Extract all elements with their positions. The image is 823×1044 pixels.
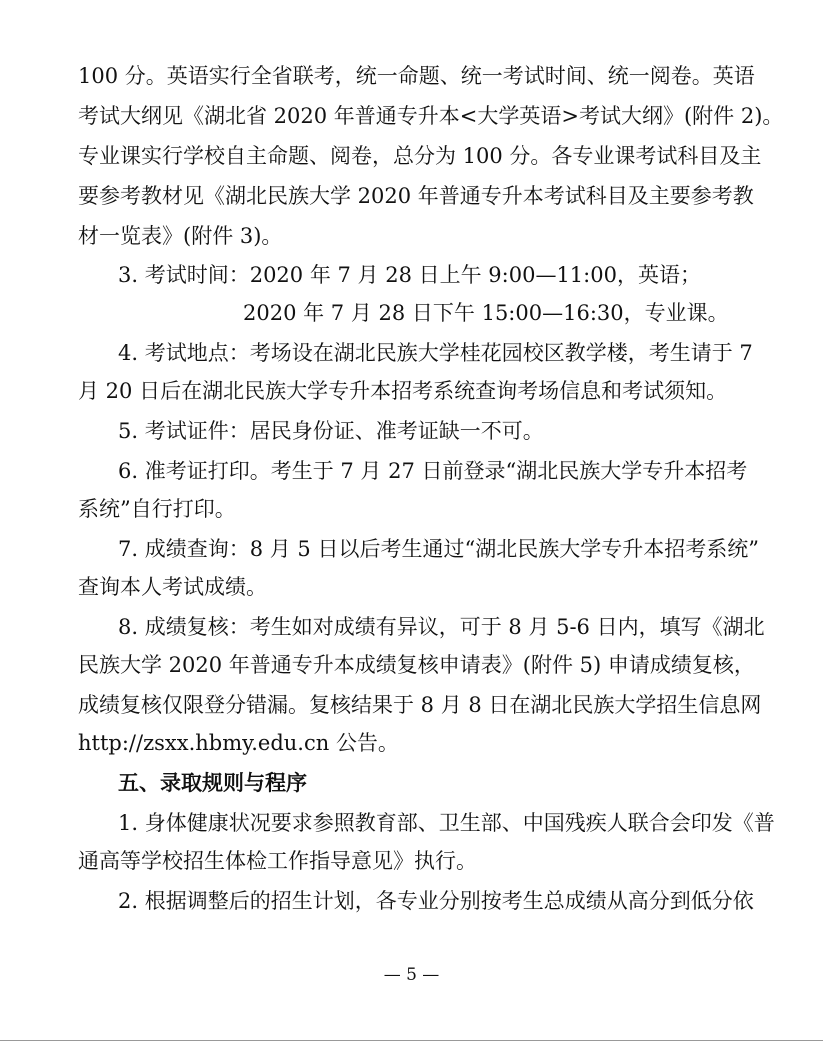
- text-line: 要参考教材见《湖北民族大学 2020 年普通专升本考试科目及主要参考教: [78, 184, 754, 208]
- url-line: http://zsxx.hbmy.edu.cn 公告。: [78, 731, 399, 755]
- exam-id-line: 5. 考试证件：居民身份证、准考证缺一不可。: [118, 419, 544, 443]
- text-line: 通高等学校招生体检工作指导意见》执行。: [78, 849, 477, 873]
- text-line: 民族大学 2020 年普通专升本成绩复核申请表》(附件 5) 申请成绩复核，: [78, 653, 755, 677]
- text-line: 成绩复核仅限登分错漏。复核结果于 8 月 8 日在湖北民族大学招生信息网: [78, 693, 762, 717]
- text-line: 考试大纲见《湖北省 2020 年普通专升本<大学英语>考试大纲》(附件 2)。: [78, 104, 784, 128]
- text-line: 月 20 日后在湖北民族大学专升本招考系统查询考场信息和考试须知。: [78, 379, 728, 403]
- bottom-divider: [0, 1040, 823, 1041]
- text-line: 系统”自行打印。: [78, 497, 236, 521]
- exam-time-line-2: 2020 年 7 月 28 日下午 15:00—16:30，专业课。: [243, 301, 729, 325]
- exam-location-line: 4. 考试地点：考场设在湖北民族大学桂花园校区教学楼，考生请于 7: [118, 341, 753, 365]
- score-query-line: 7. 成绩查询：8 月 5 日以后考生通过“湖北民族大学专升本招考系统”: [118, 537, 759, 561]
- text-line: 100 分。英语实行全省联考，统一命题、统一考试时间、统一阅卷。英语: [78, 64, 755, 88]
- page-number: — 5 —: [383, 965, 440, 985]
- section-heading: 五、录取规则与程序: [118, 771, 307, 795]
- text-line: 专业课实行学校自主命题、阅卷，总分为 100 分。各专业课考试科目及主: [78, 144, 762, 168]
- health-requirement-line: 1. 身体健康状况要求参照教育部、卫生部、中国残疾人联合会印发《普: [118, 811, 775, 835]
- exam-time-line: 3. 考试时间：2020 年 7 月 28 日上午 9:00—11:00，英语；: [118, 263, 701, 287]
- text-line: 材一览表》(附件 3)。: [78, 224, 283, 248]
- admission-rule-line: 2. 根据调整后的招生计划，各专业分别按考生总成绩从高分到低分依: [118, 889, 754, 913]
- score-review-line: 8. 成绩复核：考生如对成绩有异议，可于 8 月 5-6 日内，填写《湖北: [118, 615, 765, 639]
- text-line: 查询本人考试成绩。: [78, 575, 267, 599]
- admission-ticket-line: 6. 准考证打印。考生于 7 月 27 日前登录“湖北民族大学专升本招考: [118, 459, 748, 483]
